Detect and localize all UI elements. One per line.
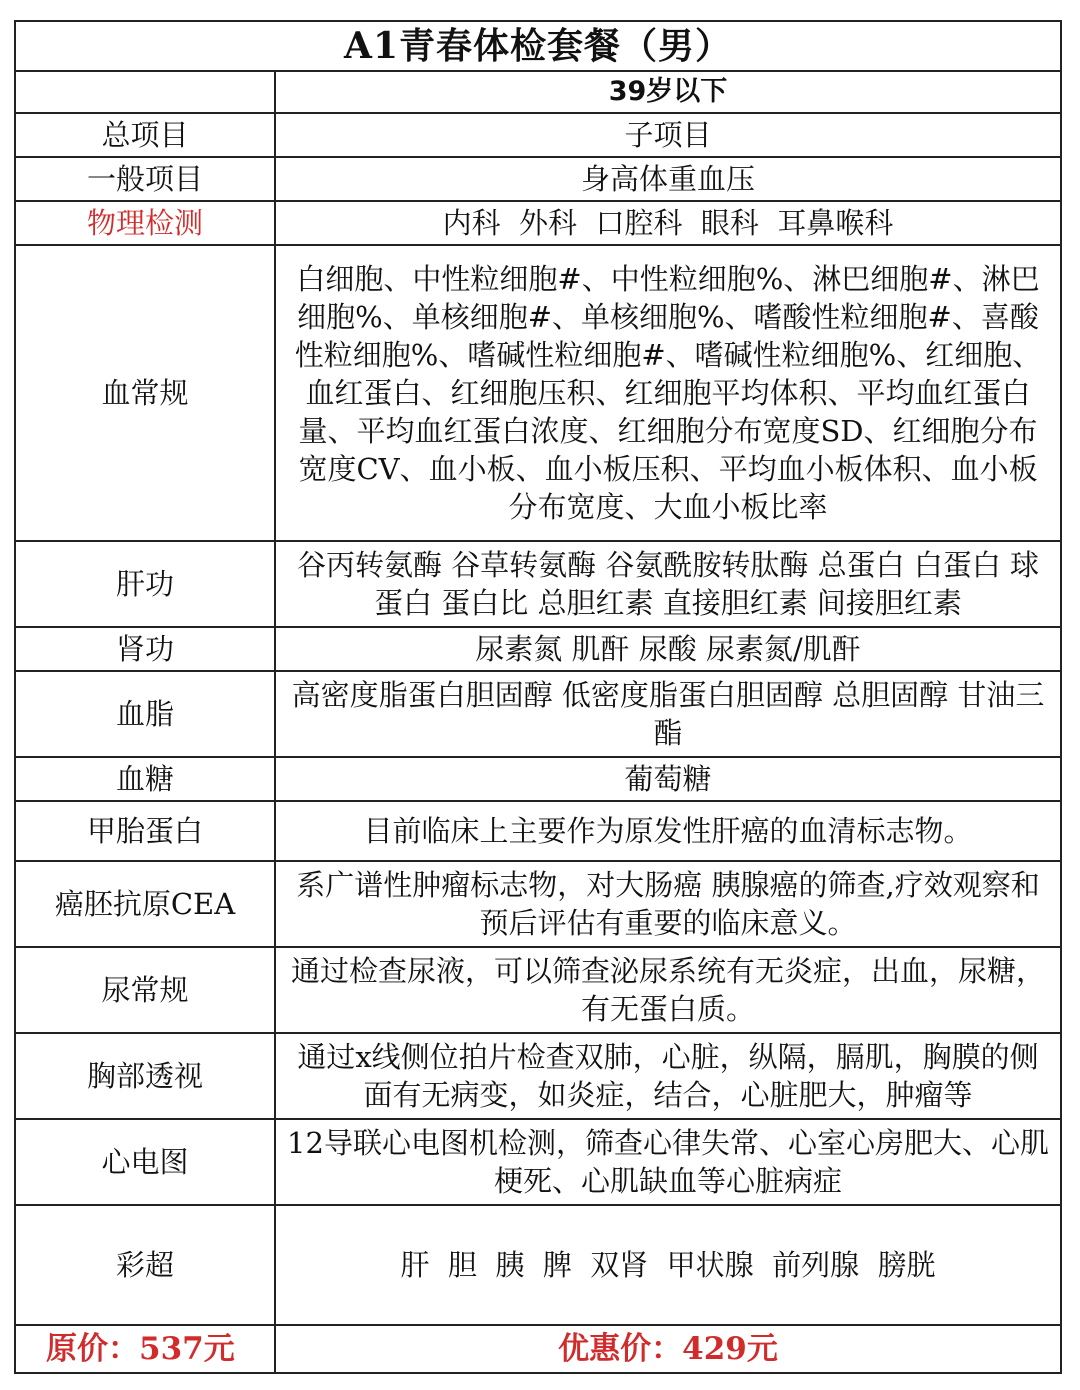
item-content: 白细胞、中性粒细胞#、中性粒细胞%、淋巴细胞#、淋巴细胞%、单核细胞#、单核细胞%、嗜酸性粒细胞#、喜酸性粒细胞%、嗜碱性粒细胞#、嗜碱性粒细胞%、红细胞、血红蛋白、红细胞压积、红细胞平均体积、平均血红蛋白量、平均血红蛋白浓度、红细胞分布宽度SD、红细胞分布宽度CV、血小板、血小板压积、平均血小板体积、血小板分布宽度、大血小板比率 — [275, 245, 1061, 541]
table-row — [15, 157, 1061, 201]
item-name: 血脂 — [15, 671, 275, 757]
package-table — [14, 20, 1062, 1374]
original-price: 原价：537元 — [15, 1325, 275, 1373]
age-group: 39岁以下 — [275, 71, 1061, 113]
age-row-empty-cell — [15, 71, 275, 113]
table-row — [15, 671, 1061, 757]
item-name: 肾功 — [15, 627, 275, 671]
item-name: 肝功 — [15, 541, 275, 627]
item-content: 系广谱性肿瘤标志物，对大肠癌 胰腺癌的筛查,疗效观察和预后评估有重要的临床意义。 — [275, 861, 1061, 947]
item-content: 尿素氮 肌酐 尿酸 尿素氮/肌酐 — [275, 627, 1061, 671]
table-row — [15, 245, 1061, 541]
header-main-item: 总项目 — [15, 113, 275, 157]
table-row — [15, 861, 1061, 947]
item-content: 目前临床上主要作为原发性肝癌的血清标志物。 — [275, 801, 1061, 861]
discount-price: 优惠价：429元 — [275, 1325, 1061, 1373]
item-name-highlighted: 物理检测 — [15, 201, 275, 245]
item-name: 胸部透视 — [15, 1033, 275, 1119]
table-row — [15, 1119, 1061, 1205]
item-content: 身高体重血压 — [275, 157, 1061, 201]
item-content: 高密度脂蛋白胆固醇 低密度脂蛋白胆固醇 总胆固醇 甘油三酯 — [275, 671, 1061, 757]
package-title: A1青春体检套餐（男） — [15, 21, 1061, 71]
table-row — [15, 627, 1061, 671]
item-name: 甲胎蛋白 — [15, 801, 275, 861]
item-content: 肝 胆 胰 脾 双肾 甲状腺 前列腺 膀胱 — [275, 1205, 1061, 1325]
table-row — [15, 1205, 1061, 1325]
table-row — [15, 1033, 1061, 1119]
item-name: 一般项目 — [15, 157, 275, 201]
item-name: 尿常规 — [15, 947, 275, 1033]
item-name: 癌胚抗原CEA — [15, 861, 275, 947]
table-row — [15, 757, 1061, 801]
title-row — [15, 21, 1061, 71]
item-content: 通过x线侧位拍片检查双肺，心脏，纵隔，膈肌，胸膜的侧面有无病变，如炎症，结合，心脏肥大，肿瘤等 — [275, 1033, 1061, 1119]
item-content: 葡萄糖 — [275, 757, 1061, 801]
checkup-package-sheet — [14, 20, 1060, 1374]
item-name: 心电图 — [15, 1119, 275, 1205]
item-content: 通过检查尿液，可以筛查泌尿系统有无炎症，出血，尿糖，有无蛋白质。 — [275, 947, 1061, 1033]
item-content: 谷丙转氨酶 谷草转氨酶 谷氨酰胺转肽酶 总蛋白 白蛋白 球蛋白 蛋白比 总胆红素 直接胆红素 间接胆红素 — [275, 541, 1061, 627]
item-content: 12导联心电图机检测，筛查心律失常、心室心房肥大、心肌梗死、心肌缺血等心脏病症 — [275, 1119, 1061, 1205]
table-row — [15, 801, 1061, 861]
price-row — [15, 1325, 1061, 1373]
table-row — [15, 541, 1061, 627]
header-sub-item: 子项目 — [275, 113, 1061, 157]
item-name: 血糖 — [15, 757, 275, 801]
item-name: 彩超 — [15, 1205, 275, 1325]
header-row — [15, 113, 1061, 157]
item-name: 血常规 — [15, 245, 275, 541]
item-content: 内科 外科 口腔科 眼科 耳鼻喉科 — [275, 201, 1061, 245]
table-row — [15, 201, 1061, 245]
table-row — [15, 947, 1061, 1033]
age-row — [15, 71, 1061, 113]
